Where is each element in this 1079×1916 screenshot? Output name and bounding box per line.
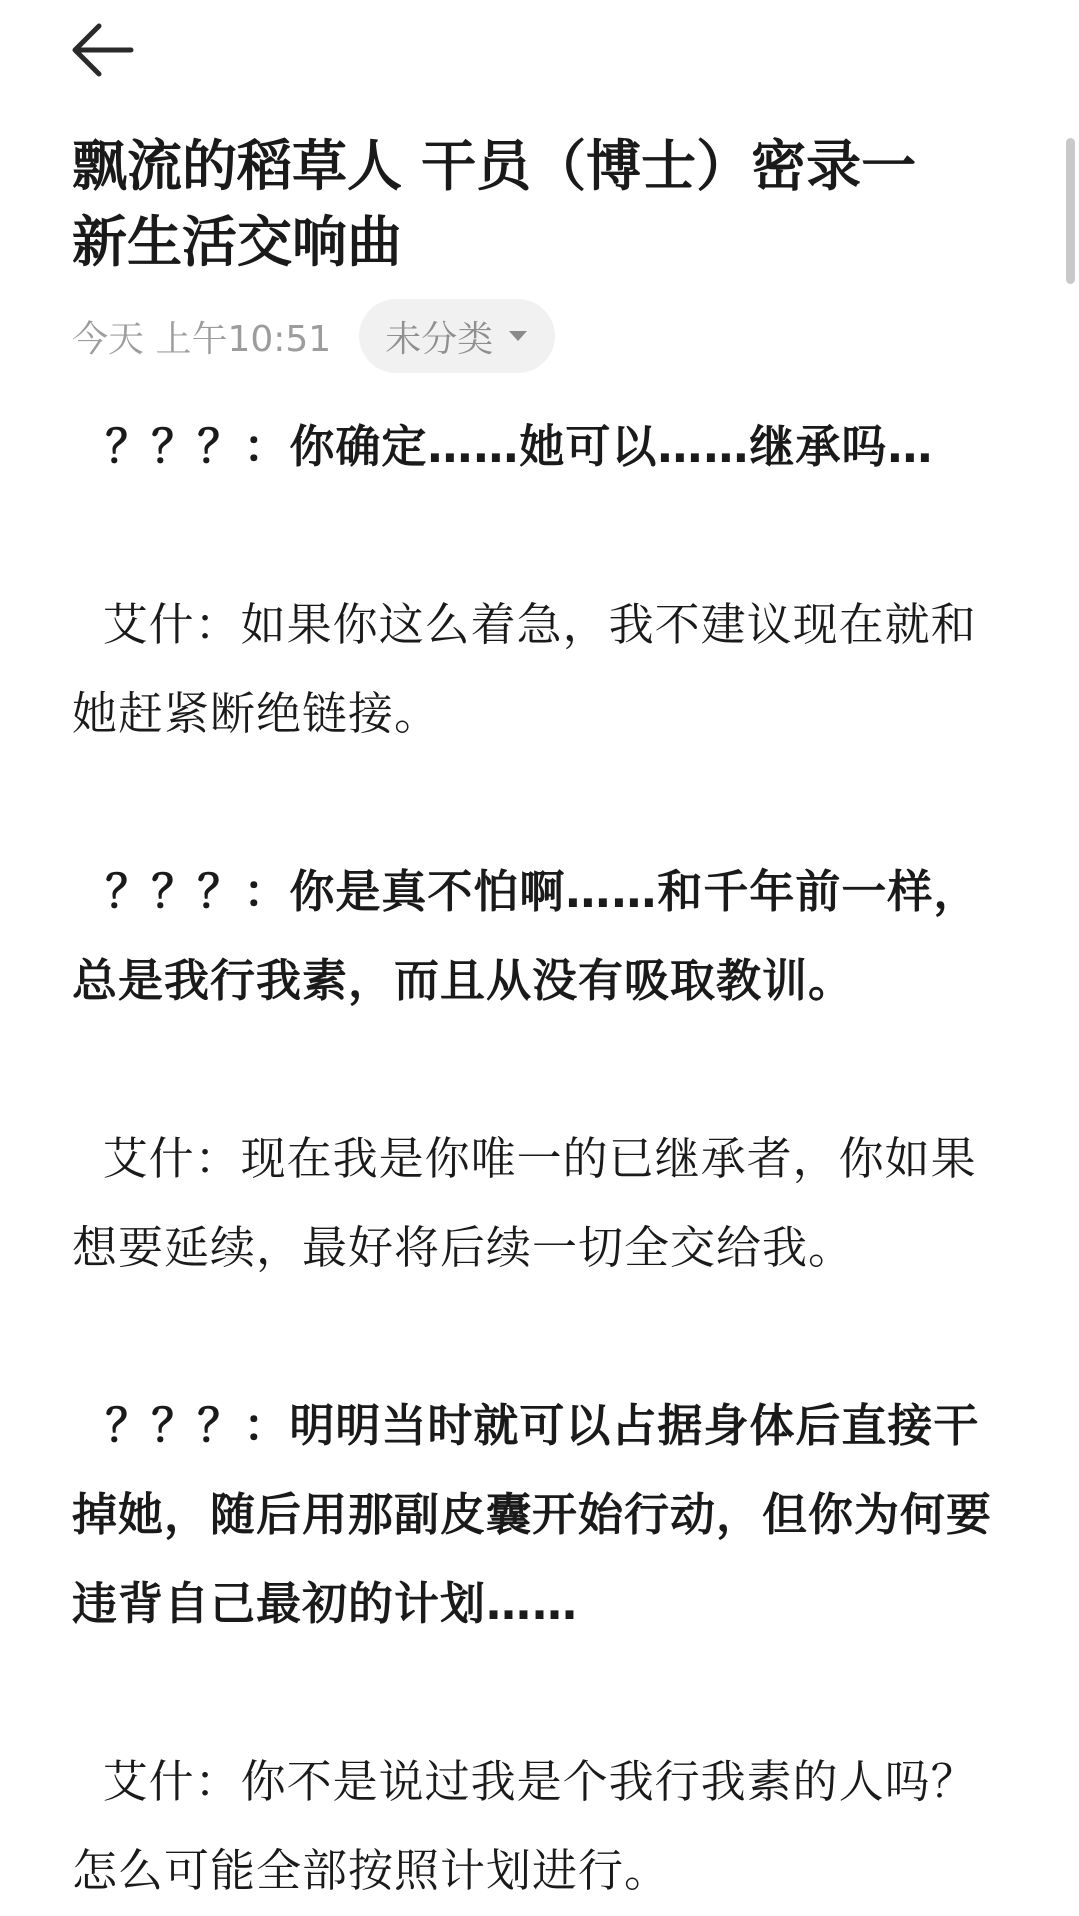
note-title: 飘流的稻草人 干员（博士）密录一 新生活交响曲	[72, 134, 917, 274]
timestamp: 今天 上午10:51	[72, 318, 332, 360]
arrow-left-icon	[71, 22, 135, 78]
paragraph: ？？？：明明当时就可以占据身体后直接干掉她，随后用那副皮囊开始行动，但你为何要违背自己最初的计划……	[72, 1399, 993, 1630]
caret-down-icon	[507, 329, 529, 343]
paragraph: 艾什：你不是说过我是个我行我素的人吗？怎么可能全部按照计划进行。	[72, 1755, 977, 1897]
paragraph: ？？？：你是真不怕啊……和千年前一样，总是我行我素，而且从没有吸取教训。	[72, 865, 980, 1007]
note-body[interactable]	[72, 402, 1002, 1915]
category-label: 未分类	[385, 318, 494, 360]
back-button[interactable]	[60, 14, 146, 86]
paragraph: 艾什：现在我是你唯一的已继承者，你如果想要延续，最好将后续一切全交给我。	[72, 1132, 977, 1274]
category-selector[interactable]	[359, 299, 555, 373]
note-meta	[72, 298, 555, 374]
paragraph: 艾什：如果你这么着急，我不建议现在就和她赶紧断绝链接。	[72, 598, 977, 740]
scrollbar[interactable]	[1066, 138, 1075, 284]
paragraph: ？？？：你确定……她可以……继承吗…	[72, 420, 934, 473]
